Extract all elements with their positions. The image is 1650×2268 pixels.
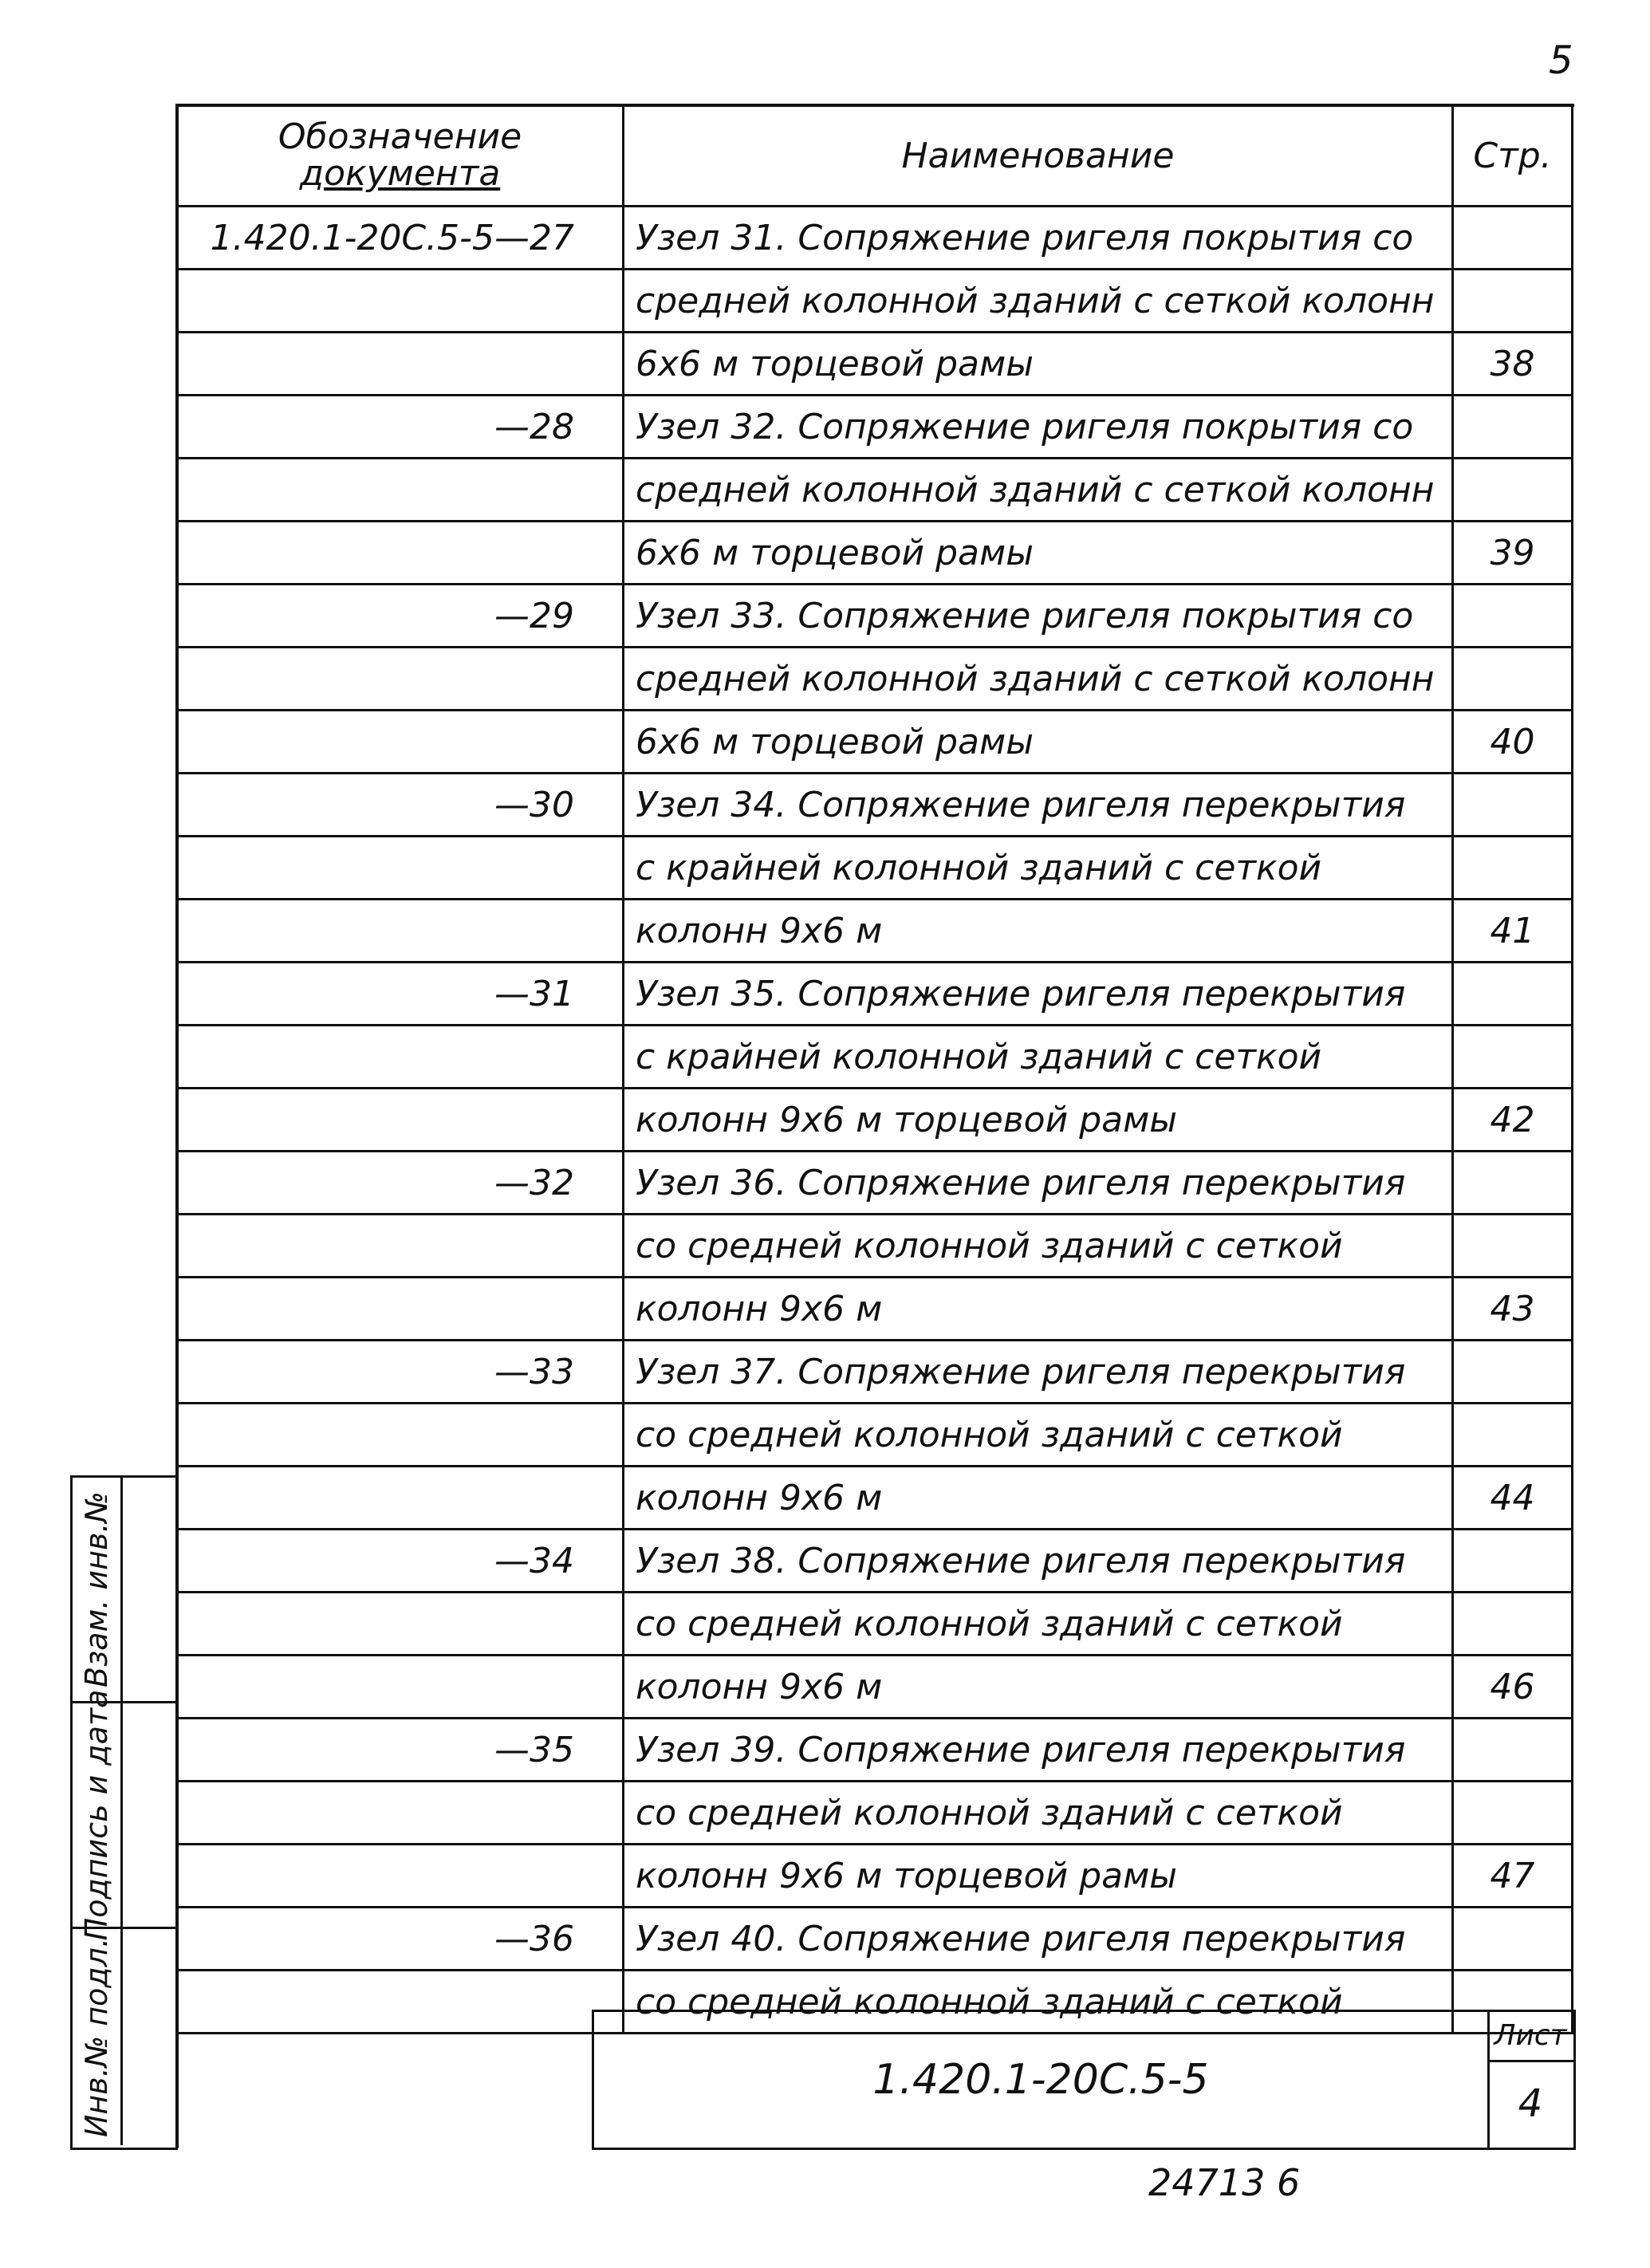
cell-name: с крайней колонной зданий с сеткой bbox=[624, 837, 1453, 900]
cell-document-code bbox=[177, 1215, 624, 1278]
cell-page bbox=[1453, 1026, 1573, 1089]
cell-document-code bbox=[177, 1026, 624, 1089]
archive-number: 24713 6 bbox=[1148, 2161, 1301, 2204]
cell-name: колонн 9х6 м торцевой рамы bbox=[624, 1089, 1453, 1152]
table-row bbox=[177, 963, 1573, 1026]
title-block bbox=[592, 2010, 1576, 2150]
side-cell-inv-podl bbox=[73, 1929, 178, 2145]
cell-document-code: —36 bbox=[177, 1908, 624, 1971]
cell-name: Узел 34. Сопряжение ригеля перекрытия bbox=[624, 774, 1453, 837]
side-field-label bbox=[73, 1478, 123, 1701]
cell-page: 39 bbox=[1453, 522, 1573, 585]
table-row bbox=[177, 333, 1573, 396]
side-field-label bbox=[73, 1929, 123, 2145]
cell-name: колонн 9х6 м торцевой рамы bbox=[624, 1845, 1453, 1908]
contents-table bbox=[175, 104, 1573, 2034]
table-row bbox=[177, 1530, 1573, 1593]
cell-name: со средней колонной зданий с сеткой bbox=[624, 1215, 1453, 1278]
header-name: Наименование bbox=[624, 105, 1453, 207]
title-block-sheet-number: 4 bbox=[1518, 2081, 1543, 2126]
cell-name: Узел 39. Сопряжение ригеля перекрытия bbox=[624, 1719, 1453, 1782]
cell-name: Узел 40. Сопряжение ригеля перекрытия bbox=[624, 1908, 1453, 1971]
cell-page bbox=[1453, 1782, 1573, 1845]
table-row bbox=[177, 1908, 1573, 1971]
cell-document-code bbox=[177, 1467, 624, 1530]
cell-page bbox=[1453, 270, 1573, 333]
cell-name: 6х6 м торцевой рамы bbox=[624, 711, 1453, 774]
cell-document-code: —33 bbox=[177, 1341, 624, 1404]
cell-page bbox=[1453, 774, 1573, 837]
cell-page bbox=[1453, 1908, 1573, 1971]
cell-document-code bbox=[177, 648, 624, 711]
cell-page: 40 bbox=[1453, 711, 1573, 774]
cell-name: средней колонной зданий с сеткой колонн bbox=[624, 648, 1453, 711]
cell-document-code bbox=[177, 711, 624, 774]
cell-name: со средней колонной зданий с сеткой bbox=[624, 1404, 1453, 1467]
cell-document-code bbox=[177, 1404, 624, 1467]
cell-name: Узел 32. Сопряжение ригеля покрытия со bbox=[624, 396, 1453, 459]
cell-document-code: —31 bbox=[177, 963, 624, 1026]
table-row bbox=[177, 522, 1573, 585]
cell-document-code bbox=[177, 1971, 624, 2034]
cell-document-code: 1.420.1-20С.5-5—27 bbox=[177, 207, 624, 270]
cell-document-code: —35 bbox=[177, 1719, 624, 1782]
table-row bbox=[177, 1089, 1573, 1152]
cell-document-code bbox=[177, 1656, 624, 1719]
cell-name: Узел 37. Сопряжение ригеля перекрытия bbox=[624, 1341, 1453, 1404]
cell-name: колонн 9х6 м bbox=[624, 1278, 1453, 1341]
cell-document-code: —32 bbox=[177, 1152, 624, 1215]
side-cell-podp-data bbox=[73, 1689, 178, 1941]
table-row bbox=[177, 1782, 1573, 1845]
table-row bbox=[177, 1278, 1573, 1341]
cell-document-code: —30 bbox=[177, 774, 624, 837]
table-body bbox=[177, 207, 1573, 2034]
cell-name: Узел 33. Сопряжение ригеля покрытия со bbox=[624, 585, 1453, 648]
cell-page bbox=[1453, 459, 1573, 522]
cell-document-code bbox=[177, 1845, 624, 1908]
cell-name: колонн 9х6 м bbox=[624, 1656, 1453, 1719]
cell-name: колонн 9х6 м bbox=[624, 900, 1453, 963]
cell-document-code bbox=[177, 1278, 624, 1341]
cell-page bbox=[1453, 585, 1573, 648]
table-row bbox=[177, 1152, 1573, 1215]
cell-document-code bbox=[177, 459, 624, 522]
cell-document-code bbox=[177, 900, 624, 963]
cell-document-code bbox=[177, 1089, 624, 1152]
cell-page bbox=[1453, 396, 1573, 459]
table-row bbox=[177, 774, 1573, 837]
table-row bbox=[177, 1404, 1573, 1467]
cell-name: колонн 9х6 м bbox=[624, 1467, 1453, 1530]
cell-page bbox=[1453, 1593, 1573, 1656]
cell-page: 41 bbox=[1453, 900, 1573, 963]
cell-name: Узел 31. Сопряжение ригеля покрытия со bbox=[624, 207, 1453, 270]
cell-document-code bbox=[177, 270, 624, 333]
cell-name: с крайней колонной зданий с сеткой bbox=[624, 1026, 1453, 1089]
table-row bbox=[177, 837, 1573, 900]
cell-document-code: —29 bbox=[177, 585, 624, 648]
table-header-row bbox=[177, 105, 1573, 207]
cell-document-code: —28 bbox=[177, 396, 624, 459]
cell-document-code: —34 bbox=[177, 1530, 624, 1593]
table-row bbox=[177, 900, 1573, 963]
cell-name: Узел 36. Сопряжение ригеля перекрытия bbox=[624, 1152, 1453, 1215]
table-row bbox=[177, 711, 1573, 774]
cell-page: 44 bbox=[1453, 1467, 1573, 1530]
cell-name: со средней колонной зданий с сеткой bbox=[624, 1593, 1453, 1656]
table-row bbox=[177, 1215, 1573, 1278]
cell-page bbox=[1453, 1530, 1573, 1593]
cell-name: Узел 38. Сопряжение ригеля перекрытия bbox=[624, 1530, 1453, 1593]
title-block-sheet-label: Лист bbox=[1487, 2012, 1573, 2062]
side-cell-vzam-inv bbox=[73, 1478, 178, 1703]
cell-name: средней колонной зданий с сеткой колонн bbox=[624, 459, 1453, 522]
cell-page bbox=[1453, 963, 1573, 1026]
side-label-inv-podl: Инв.№ подл. bbox=[79, 1937, 114, 2137]
cell-document-code bbox=[177, 1593, 624, 1656]
table-row bbox=[177, 207, 1573, 270]
table-row bbox=[177, 459, 1573, 522]
cell-page bbox=[1453, 1215, 1573, 1278]
cell-page bbox=[1453, 837, 1573, 900]
table-row bbox=[177, 1341, 1573, 1404]
cell-document-code bbox=[177, 837, 624, 900]
cell-name: средней колонной зданий с сеткой колонн bbox=[624, 270, 1453, 333]
table-row bbox=[177, 1593, 1573, 1656]
table-row bbox=[177, 648, 1573, 711]
table-row bbox=[177, 1026, 1573, 1089]
cell-page: 42 bbox=[1453, 1089, 1573, 1152]
cell-document-code bbox=[177, 522, 624, 585]
table-row bbox=[177, 270, 1573, 333]
page-number: 5 bbox=[1549, 38, 1573, 83]
table-row bbox=[177, 1656, 1573, 1719]
cell-page: 46 bbox=[1453, 1656, 1573, 1719]
table-row bbox=[177, 585, 1573, 648]
cell-page bbox=[1453, 1341, 1573, 1404]
table-row bbox=[177, 1845, 1573, 1908]
cell-page: 43 bbox=[1453, 1278, 1573, 1341]
table-row bbox=[177, 1467, 1573, 1530]
cell-document-code bbox=[177, 1782, 624, 1845]
header-page: Стр. bbox=[1453, 105, 1573, 207]
table-row bbox=[177, 396, 1573, 459]
cell-name: Узел 35. Сопряжение ригеля перекрытия bbox=[624, 963, 1453, 1026]
cell-page bbox=[1453, 648, 1573, 711]
side-stamp bbox=[70, 1475, 178, 2150]
cell-page bbox=[1453, 1719, 1573, 1782]
side-label-vzam-inv: Взам. инв.№ bbox=[79, 1491, 114, 1687]
table-row bbox=[177, 1719, 1573, 1782]
header-document-code-line2: документа bbox=[299, 153, 501, 194]
cell-page bbox=[1453, 1152, 1573, 1215]
side-field-label bbox=[73, 1689, 123, 1941]
cell-page bbox=[1453, 1404, 1573, 1467]
cell-page bbox=[1453, 207, 1573, 270]
header-document-code-line1: Обозначение bbox=[278, 116, 522, 157]
cell-document-code bbox=[177, 333, 624, 396]
title-block-code: 1.420.1-20С.5-5 bbox=[594, 2012, 1490, 2148]
cell-name: со средней колонной зданий с сеткой bbox=[624, 1971, 1453, 2034]
cell-page: 38 bbox=[1453, 333, 1573, 396]
cell-name: 6х6 м торцевой рамы bbox=[624, 522, 1453, 585]
side-label-podp-data: Подпись и дата bbox=[79, 1689, 114, 1941]
cell-page: 47 bbox=[1453, 1845, 1573, 1908]
cell-name: 6х6 м торцевой рамы bbox=[624, 333, 1453, 396]
header-document-code bbox=[177, 105, 624, 207]
cell-name: со средней колонной зданий с сеткой bbox=[624, 1782, 1453, 1845]
